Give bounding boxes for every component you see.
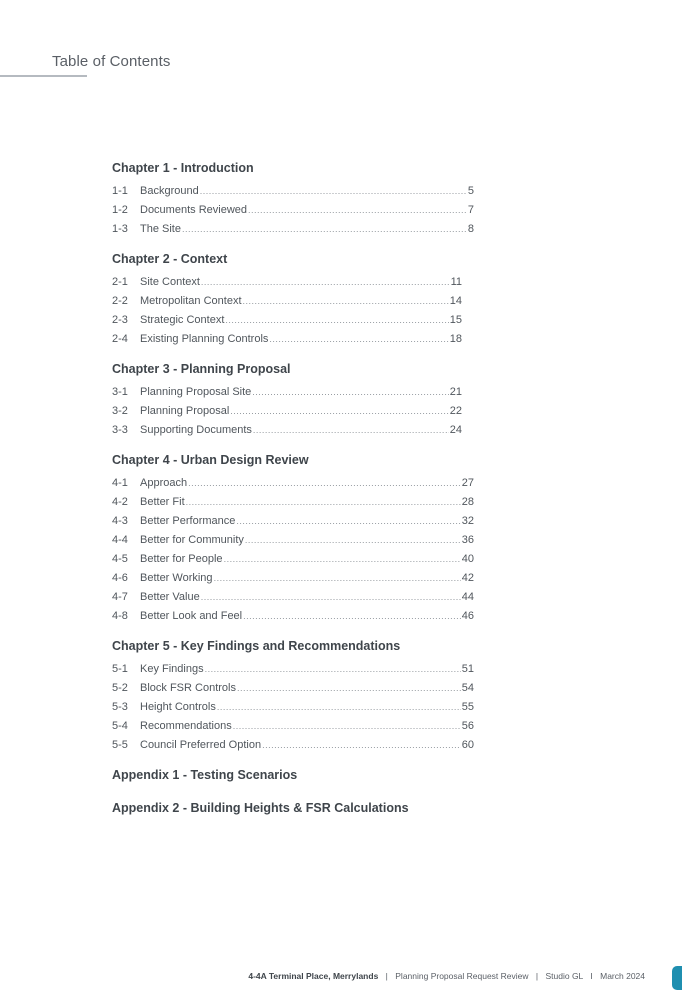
entry-number: 2-1 <box>112 276 128 288</box>
chapter-1 <box>112 160 474 239</box>
toc-entry[interactable] <box>112 402 474 421</box>
toc-entry[interactable] <box>112 736 474 755</box>
dot-leader <box>243 292 449 311</box>
dot-leader <box>201 588 461 607</box>
entry-page: 55 <box>461 701 474 713</box>
toc-entry[interactable] <box>112 493 474 512</box>
dot-leader <box>236 512 460 531</box>
entry-page: 46 <box>461 610 474 622</box>
entry-page: 8 <box>467 223 474 235</box>
toc-entry[interactable] <box>112 531 474 550</box>
chapter-5 <box>112 638 474 755</box>
dot-leader <box>201 273 450 292</box>
toc-entry[interactable] <box>112 273 474 292</box>
entry-page: 42 <box>461 572 474 584</box>
entry-number: 5-4 <box>112 720 128 732</box>
entry-number: 2-4 <box>112 333 128 345</box>
entry-label: Block FSR Controls <box>140 682 236 694</box>
title-underline <box>0 75 87 77</box>
entry-number: 5-3 <box>112 701 128 713</box>
entry-label: Better for Community <box>140 534 244 546</box>
entry-number: 5-2 <box>112 682 128 694</box>
entry-page: 15 <box>449 314 462 326</box>
dot-leader <box>262 736 461 755</box>
entry-page: 5 <box>467 185 474 197</box>
toc-entry[interactable] <box>112 569 474 588</box>
entry-label: Better Performance <box>140 515 236 527</box>
entry-number: 4-8 <box>112 610 128 622</box>
entry-label: Strategic Context <box>140 314 225 326</box>
footer-author: Studio GL <box>545 971 583 981</box>
toc-entry[interactable] <box>112 474 474 493</box>
entry-page: 22 <box>449 405 462 417</box>
entry-label: Council Preferred Option <box>140 739 262 751</box>
toc-entry[interactable] <box>112 201 474 220</box>
dot-leader <box>269 330 448 349</box>
dot-leader <box>217 698 461 717</box>
dot-leader <box>252 383 448 402</box>
entry-label: Better Fit <box>140 496 185 508</box>
entry-page: 54 <box>461 682 474 694</box>
entry-label: Documents Reviewed <box>140 204 247 216</box>
dot-leader <box>182 220 467 239</box>
dot-leader <box>245 531 461 550</box>
toc-entry[interactable] <box>112 550 474 569</box>
entry-label: Approach <box>140 477 188 489</box>
entry-number: 3-2 <box>112 405 128 417</box>
entry-page: 44 <box>461 591 474 603</box>
entry-label: Planning Proposal Site <box>140 386 252 398</box>
dot-leader <box>253 421 449 440</box>
toc-entry[interactable] <box>112 182 474 201</box>
appendix-2-heading[interactable]: Appendix 2 - Building Heights & FSR Calculations <box>112 801 409 815</box>
dot-leader <box>243 607 461 626</box>
entry-label: Recommendations <box>140 720 232 732</box>
entry-label: Key Findings <box>140 663 204 675</box>
page-title: Table of Contents <box>52 53 171 70</box>
entry-label: Site Context <box>140 276 200 288</box>
entry-page: 27 <box>461 477 474 489</box>
entry-page: 51 <box>461 663 474 675</box>
appendix-1-heading[interactable]: Appendix 1 - Testing Scenarios <box>112 768 298 782</box>
chapter-2 <box>112 251 474 349</box>
page-edge-tab <box>672 966 682 990</box>
dot-leader <box>186 493 461 512</box>
entry-number: 3-3 <box>112 424 128 436</box>
entry-page: 56 <box>461 720 474 732</box>
toc-entry[interactable] <box>112 679 474 698</box>
entry-label: Background <box>140 185 199 197</box>
footer-separator: | <box>535 971 539 981</box>
footer-document-title: Planning Proposal Request Review <box>395 971 529 981</box>
entry-number: 4-6 <box>112 572 128 584</box>
entry-number: 4-5 <box>112 553 128 565</box>
toc-entry[interactable] <box>112 512 474 531</box>
entry-number: 5-1 <box>112 663 128 675</box>
entry-page: 40 <box>461 553 474 565</box>
chapter-heading[interactable]: Chapter 1 - Introduction <box>112 161 254 175</box>
dot-leader <box>200 182 467 201</box>
footer-address: 4-4A Terminal Place, Merrylands <box>248 971 379 981</box>
entry-number: 2-2 <box>112 295 128 307</box>
entry-label: The Site <box>140 223 181 235</box>
footer-separator: I <box>590 971 593 981</box>
entry-label: Existing Planning Controls <box>140 333 269 345</box>
entry-page: 18 <box>449 333 462 345</box>
chapter-3 <box>112 361 474 440</box>
entry-label: Height Controls <box>140 701 216 713</box>
footer-date: March 2024 <box>600 971 645 981</box>
chapter-heading[interactable]: Chapter 4 - Urban Design Review <box>112 453 309 467</box>
entry-label: Better for People <box>140 553 223 565</box>
entry-number: 4-4 <box>112 534 128 546</box>
toc-entry[interactable] <box>112 292 474 311</box>
entry-page: 60 <box>461 739 474 751</box>
entry-page: 36 <box>461 534 474 546</box>
entry-page: 21 <box>449 386 462 398</box>
toc-entry[interactable] <box>112 330 474 349</box>
dot-leader <box>188 474 461 493</box>
entry-page: 14 <box>449 295 462 307</box>
toc-entry[interactable] <box>112 698 474 717</box>
entry-number: 4-7 <box>112 591 128 603</box>
entry-number: 1-2 <box>112 204 128 216</box>
page-footer <box>248 971 645 981</box>
dot-leader <box>205 660 461 679</box>
dot-leader <box>225 311 448 330</box>
table-of-contents <box>112 160 474 833</box>
chapter-heading[interactable]: Chapter 3 - Planning Proposal <box>112 362 291 376</box>
dot-leader <box>214 569 461 588</box>
entry-page: 32 <box>461 515 474 527</box>
toc-entry[interactable] <box>112 588 474 607</box>
entry-page: 28 <box>461 496 474 508</box>
entry-page: 24 <box>449 424 462 436</box>
entry-page: 11 <box>450 276 462 288</box>
dot-leader <box>237 679 461 698</box>
entry-label: Metropolitan Context <box>140 295 242 307</box>
entry-label: Better Working <box>140 572 213 584</box>
toc-entry[interactable] <box>112 383 474 402</box>
dot-leader <box>248 201 467 220</box>
entry-number: 3-1 <box>112 386 128 398</box>
toc-entry[interactable] <box>112 660 474 679</box>
toc-entry[interactable] <box>112 311 474 330</box>
entry-number: 1-1 <box>112 185 128 197</box>
entry-label: Planning Proposal <box>140 405 230 417</box>
footer-separator: | <box>385 971 388 981</box>
entry-page: 7 <box>467 204 474 216</box>
entry-label: Better Value <box>140 591 200 603</box>
toc-entry[interactable] <box>112 717 474 736</box>
dot-leader <box>230 402 448 421</box>
entry-number: 2-3 <box>112 314 128 326</box>
toc-entry[interactable] <box>112 220 474 239</box>
entry-number: 4-3 <box>112 515 128 527</box>
entry-number: 4-2 <box>112 496 128 508</box>
chapter-heading[interactable]: Chapter 5 - Key Findings and Recommendations <box>112 639 401 653</box>
entry-number: 1-3 <box>112 223 128 235</box>
dot-leader <box>224 550 461 569</box>
chapter-heading[interactable]: Chapter 2 - Context <box>112 252 228 266</box>
toc-entry[interactable] <box>112 421 474 440</box>
entry-label: Better Look and Feel <box>140 610 243 622</box>
entry-label: Supporting Documents <box>140 424 252 436</box>
chapter-4 <box>112 452 474 626</box>
dot-leader <box>233 717 461 736</box>
entry-number: 5-5 <box>112 739 128 751</box>
entry-number: 4-1 <box>112 477 128 489</box>
toc-entry[interactable] <box>112 607 474 626</box>
